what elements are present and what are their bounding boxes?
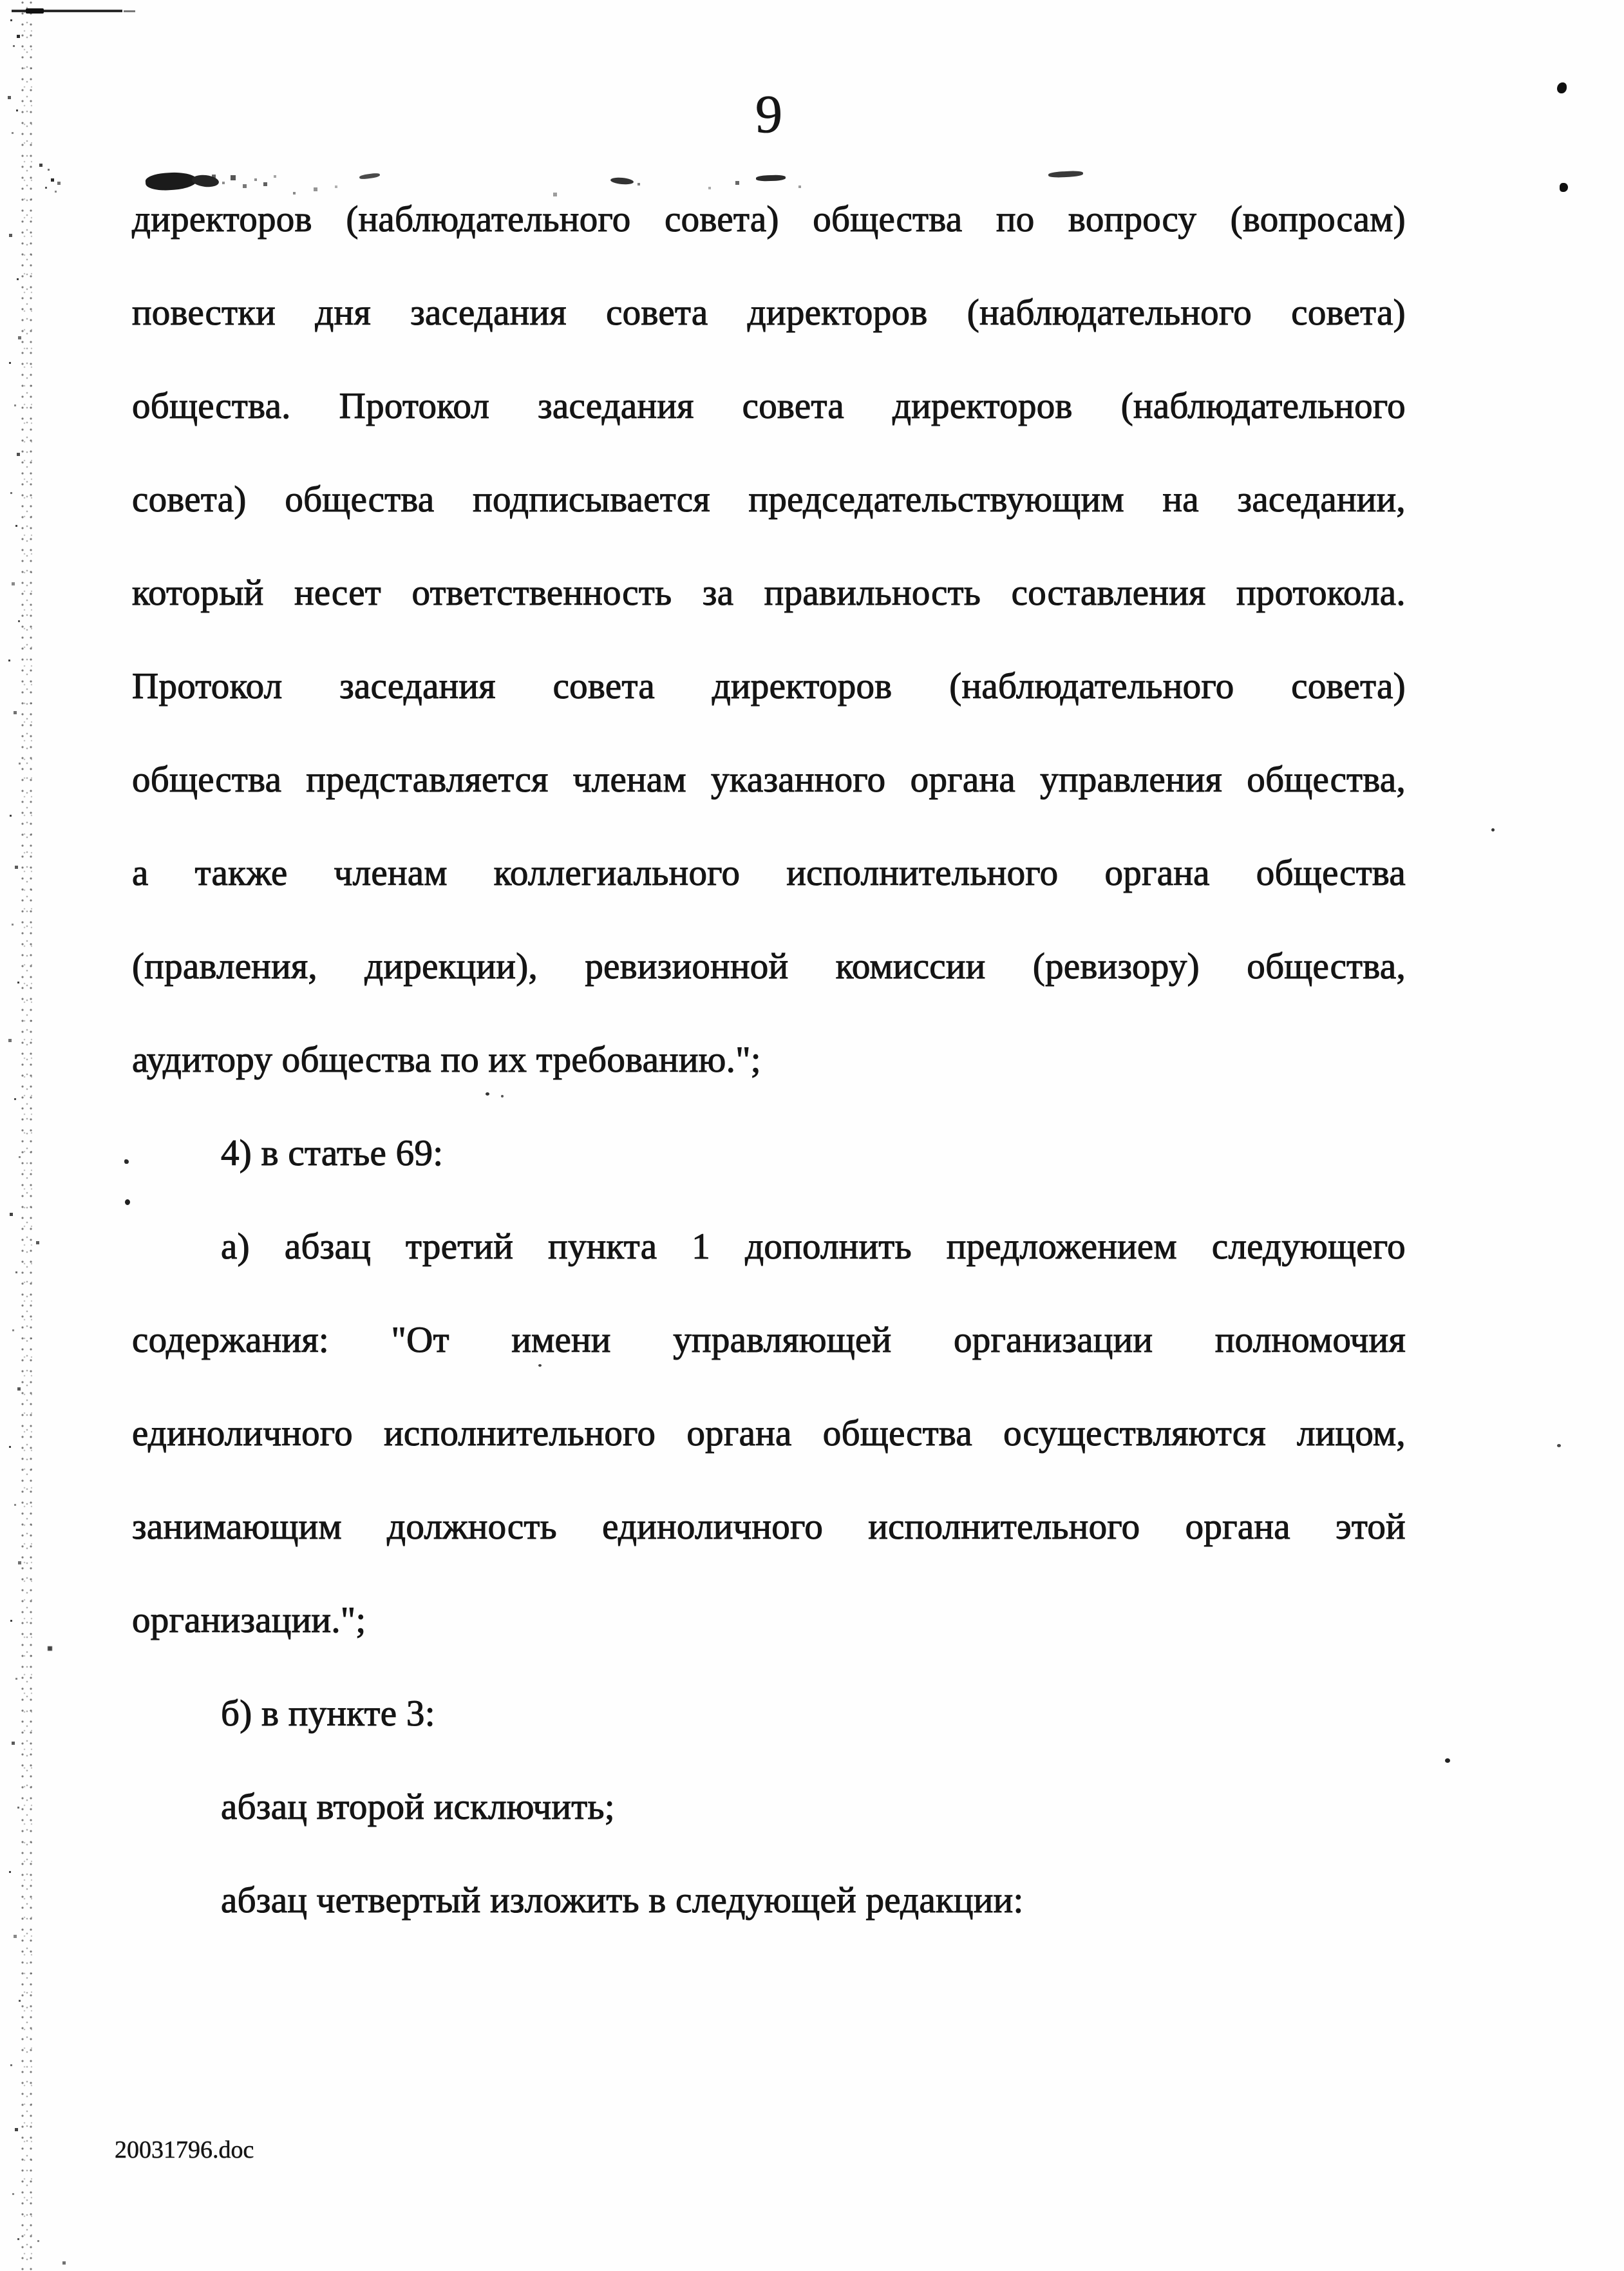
word: общества bbox=[1256, 853, 1406, 893]
ink-dot bbox=[1560, 183, 1568, 192]
word: а bbox=[132, 853, 149, 893]
word: лицом, bbox=[1296, 1413, 1406, 1454]
word: совета bbox=[742, 386, 844, 426]
ink-dot bbox=[1491, 828, 1495, 831]
word: должность bbox=[387, 1506, 557, 1547]
word: общества bbox=[285, 479, 435, 520]
word: абзац bbox=[284, 1226, 372, 1267]
word: подписывается bbox=[473, 479, 710, 520]
word: директоров bbox=[747, 292, 928, 333]
footer-filename: 20031796.doc bbox=[115, 2136, 254, 2163]
document-body-text bbox=[132, 173, 1406, 1947]
text-line bbox=[132, 733, 1406, 826]
word: на bbox=[1162, 479, 1199, 520]
word: совета) bbox=[665, 199, 779, 240]
word: осуществляются bbox=[1003, 1413, 1266, 1454]
word: третий bbox=[406, 1226, 514, 1267]
word: повестки bbox=[132, 292, 276, 333]
word: коллегиального bbox=[493, 853, 741, 893]
word: (наблюдательного bbox=[346, 199, 631, 240]
word: ответственность bbox=[411, 573, 672, 613]
word: совета bbox=[552, 666, 655, 707]
word: членам bbox=[334, 853, 448, 893]
word: Протокол bbox=[339, 386, 490, 426]
text-line: абзац четвертый изложить в следующей редакции: bbox=[221, 1880, 1024, 1921]
word: указанного bbox=[711, 759, 886, 800]
word: организации bbox=[954, 1320, 1153, 1360]
word: также bbox=[194, 853, 288, 893]
word: общества bbox=[822, 1413, 972, 1454]
ink-dot bbox=[1445, 1758, 1450, 1763]
word: (наблюдательного bbox=[1120, 386, 1406, 426]
word: органа bbox=[1185, 1506, 1290, 1547]
word: предложением bbox=[946, 1226, 1177, 1267]
word: который bbox=[132, 573, 264, 613]
word: (правления, bbox=[132, 946, 317, 987]
text-line bbox=[132, 1200, 1406, 1293]
word: пункта bbox=[548, 1226, 657, 1267]
word: вопросу bbox=[1068, 199, 1197, 240]
word: заседании, bbox=[1237, 479, 1406, 520]
word: совета) bbox=[132, 479, 247, 520]
word: исполнительного bbox=[786, 853, 1059, 893]
word: (вопросам) bbox=[1230, 199, 1406, 240]
text-line: аудитору общества по их требованию."; bbox=[132, 1040, 761, 1080]
word: дирекции), bbox=[364, 946, 538, 987]
text-line bbox=[132, 359, 1406, 453]
word: общества. bbox=[132, 386, 291, 426]
text-line bbox=[132, 1480, 1406, 1573]
word: председательствующим bbox=[748, 479, 1124, 520]
word: совета) bbox=[1291, 666, 1406, 707]
word: совета) bbox=[1291, 292, 1406, 333]
word: несет bbox=[294, 573, 382, 613]
word: а) bbox=[221, 1226, 250, 1267]
word: директоров bbox=[892, 386, 1073, 426]
text-line: 4) в статье 69: bbox=[221, 1133, 444, 1174]
word: за bbox=[702, 573, 734, 613]
word: исполнительного bbox=[384, 1413, 656, 1454]
word: правильность bbox=[764, 573, 981, 613]
ink-dot bbox=[1557, 82, 1567, 93]
word: 1 bbox=[692, 1226, 711, 1267]
text-line: абзац второй исключить; bbox=[221, 1787, 615, 1827]
ink-dot bbox=[1557, 1444, 1561, 1447]
text-line bbox=[132, 453, 1406, 546]
word: ревизионной bbox=[585, 946, 789, 987]
scan-noise-band bbox=[21, 0, 32, 2271]
word: единоличного bbox=[132, 1413, 353, 1454]
word: комиссии bbox=[835, 946, 986, 987]
word: по bbox=[996, 199, 1035, 240]
text-line bbox=[132, 266, 1406, 359]
ink-smudge-dots bbox=[0, 0, 3, 3]
word: Протокол bbox=[132, 666, 283, 707]
text-line: организации."; bbox=[132, 1600, 366, 1640]
word: общества bbox=[132, 759, 282, 800]
text-line bbox=[132, 826, 1406, 920]
word: имени bbox=[511, 1320, 611, 1360]
word: этой bbox=[1336, 1506, 1406, 1547]
word: содержания: bbox=[132, 1320, 330, 1360]
word: заседания bbox=[339, 666, 496, 707]
text-line bbox=[132, 1293, 1406, 1387]
text-line bbox=[132, 640, 1406, 733]
word: органа bbox=[910, 759, 1015, 800]
text-line bbox=[132, 173, 1406, 266]
scan-artifact-corner-line-tail bbox=[124, 10, 135, 12]
word: общества, bbox=[1247, 946, 1406, 987]
ink-dot bbox=[125, 1199, 130, 1205]
word: общества, bbox=[1247, 759, 1406, 800]
word: составления bbox=[1011, 573, 1206, 613]
word: "От bbox=[391, 1320, 449, 1360]
word: полномочия bbox=[1214, 1320, 1406, 1360]
word: протокола. bbox=[1236, 573, 1406, 613]
word: (наблюдательного bbox=[967, 292, 1252, 333]
text-line bbox=[132, 1387, 1406, 1480]
ink-dot bbox=[124, 1159, 129, 1164]
word: органа bbox=[1104, 853, 1210, 893]
word: дня bbox=[315, 292, 371, 333]
word: исполнительного bbox=[868, 1506, 1140, 1547]
word: управляющей bbox=[673, 1320, 892, 1360]
word: единоличного bbox=[602, 1506, 824, 1547]
text-line bbox=[132, 546, 1406, 640]
word: общества bbox=[813, 199, 963, 240]
word: управления bbox=[1040, 759, 1223, 800]
word: представляется bbox=[306, 759, 549, 800]
word: следующего bbox=[1211, 1226, 1406, 1267]
text-line bbox=[132, 920, 1406, 1013]
word: занимающим bbox=[132, 1506, 342, 1547]
word: органа bbox=[686, 1413, 792, 1454]
word: заседания bbox=[538, 386, 694, 426]
word: заседания bbox=[410, 292, 567, 333]
word: директоров bbox=[132, 199, 312, 240]
word: совета bbox=[606, 292, 708, 333]
text-line: б) в пункте 3: bbox=[221, 1693, 435, 1734]
word: директоров bbox=[712, 666, 892, 707]
word: (ревизору) bbox=[1032, 946, 1200, 987]
word: дополнить bbox=[745, 1226, 912, 1267]
page-number: 9 bbox=[755, 84, 782, 144]
word: (наблюдательного bbox=[949, 666, 1234, 707]
word: членам bbox=[572, 759, 686, 800]
